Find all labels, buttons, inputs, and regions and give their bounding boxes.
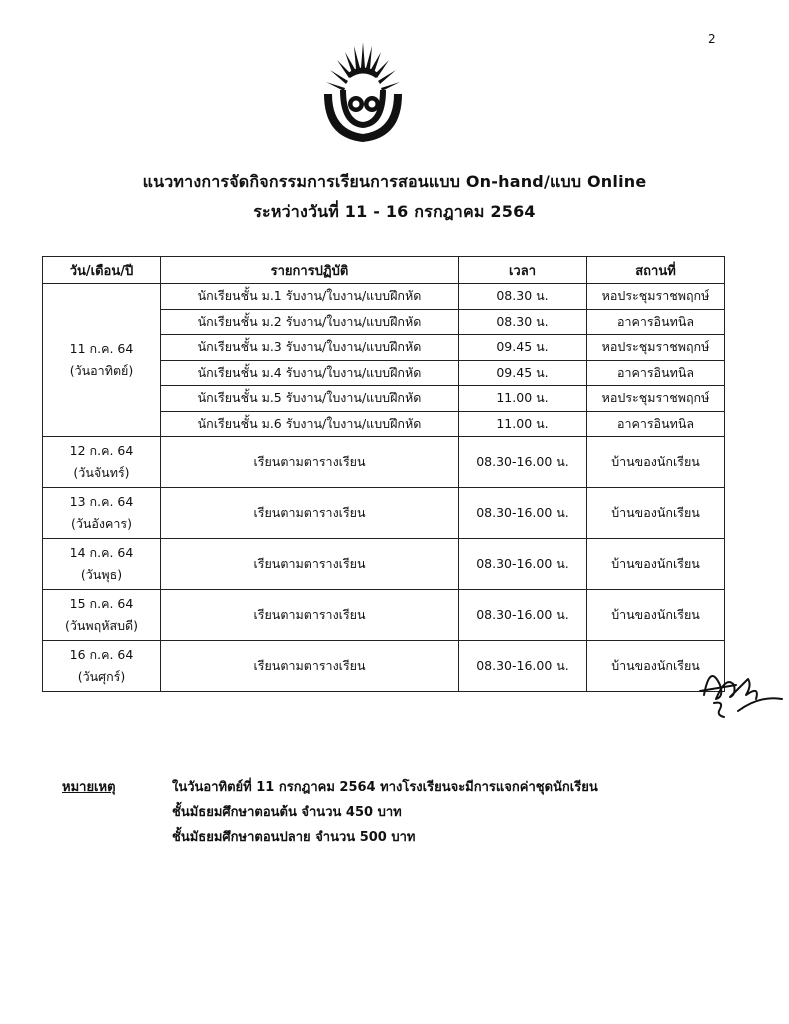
place-cell: บ้านของนักเรียน bbox=[587, 488, 725, 539]
remarks-label: หมายเหตุ bbox=[62, 780, 116, 795]
column-header-time: เวลา bbox=[459, 257, 587, 284]
activity-cell: เรียนตามตารางเรียน bbox=[161, 437, 459, 488]
time-cell: 08.30-16.00 น. bbox=[459, 641, 587, 692]
time-cell: 11.00 น. bbox=[459, 386, 587, 412]
time-cell: 09.45 น. bbox=[459, 360, 587, 386]
activity-cell: นักเรียนชั้น ม.2 รับงาน/ใบงาน/แบบฝึกหัด bbox=[161, 309, 459, 335]
date-cell bbox=[43, 437, 161, 488]
date-text: 15 ก.ค. 64 bbox=[69, 596, 134, 611]
activity-cell: นักเรียนชั้น ม.1 รับงาน/ใบงาน/แบบฝึกหัด bbox=[161, 284, 459, 310]
activity-cell: นักเรียนชั้น ม.4 รับงาน/ใบงาน/แบบฝึกหัด bbox=[161, 360, 459, 386]
column-header-activity: รายการปฏิบัติ bbox=[161, 257, 459, 284]
place-cell: บ้านของนักเรียน bbox=[587, 590, 725, 641]
place-cell: อาคารอินทนิล bbox=[587, 309, 725, 335]
activity-cell: เรียนตามตารางเรียน bbox=[161, 641, 459, 692]
time-cell: 09.45 น. bbox=[459, 335, 587, 361]
place-cell: หอประชุมราชพฤกษ์ bbox=[587, 386, 725, 412]
table-row bbox=[43, 590, 725, 641]
document-title: แนวทางการจัดกิจกรรมการเรียนการสอนแบบ On-hand/แบบ Online bbox=[142, 172, 647, 191]
remarks-text bbox=[172, 776, 692, 851]
time-cell: 08.30-16.00 น. bbox=[459, 488, 587, 539]
place-cell: อาคารอินทนิล bbox=[587, 411, 725, 437]
column-header-place: สถานที่ bbox=[587, 257, 725, 284]
weekday-text: (วันอาทิตย์) bbox=[69, 363, 134, 378]
table-row bbox=[43, 641, 725, 692]
activity-cell: เรียนตามตารางเรียน bbox=[161, 590, 459, 641]
handwritten-signature bbox=[690, 655, 785, 725]
date-text: 14 ก.ค. 64 bbox=[69, 545, 134, 560]
weekday-text: (วันพุธ) bbox=[80, 567, 123, 582]
schedule-table bbox=[42, 256, 725, 692]
remarks-line: ในวันอาทิตย์ที่ 11 กรกฎาคม 2564 ทางโรงเรียนจะมีการแจกค่าชุดนักเรียน bbox=[172, 780, 598, 795]
date-text: 13 ก.ค. 64 bbox=[69, 494, 134, 509]
date-cell bbox=[43, 641, 161, 692]
weekday-text: (วันศุกร์) bbox=[77, 669, 126, 684]
date-text: 12 ก.ค. 64 bbox=[69, 443, 134, 458]
remarks-line: ชั้นมัธยมศึกษาตอนต้น จำนวน 450 บาท bbox=[172, 805, 402, 820]
school-emblem-icon bbox=[318, 38, 408, 148]
time-cell: 08.30-16.00 น. bbox=[459, 539, 587, 590]
activity-cell: นักเรียนชั้น ม.3 รับงาน/ใบงาน/แบบฝึกหัด bbox=[161, 335, 459, 361]
remarks-line: ชั้นมัธยมศึกษาตอนปลาย จำนวน 500 บาท bbox=[172, 830, 416, 845]
table-row bbox=[43, 488, 725, 539]
table-row bbox=[43, 539, 725, 590]
table-row bbox=[43, 437, 725, 488]
time-cell: 08.30-16.00 น. bbox=[459, 437, 587, 488]
activity-cell: เรียนตามตารางเรียน bbox=[161, 488, 459, 539]
place-cell: บ้านของนักเรียน bbox=[587, 437, 725, 488]
date-cell bbox=[43, 284, 161, 437]
time-cell: 11.00 น. bbox=[459, 411, 587, 437]
table-header-row bbox=[43, 257, 725, 284]
date-cell bbox=[43, 488, 161, 539]
weekday-text: (วันจันทร์) bbox=[73, 465, 130, 480]
place-cell: บ้านของนักเรียน bbox=[587, 539, 725, 590]
place-cell: บ้านของนักเรียน bbox=[587, 641, 725, 692]
date-text: 11 ก.ค. 64 bbox=[69, 341, 134, 356]
time-cell: 08.30 น. bbox=[459, 309, 587, 335]
weekday-text: (วันพฤหัสบดี) bbox=[64, 618, 139, 633]
date-text: 16 ก.ค. 64 bbox=[69, 647, 134, 662]
activity-cell: นักเรียนชั้น ม.6 รับงาน/ใบงาน/แบบฝึกหัด bbox=[161, 411, 459, 437]
time-cell: 08.30 น. bbox=[459, 284, 587, 310]
weekday-text: (วันอังคาร) bbox=[70, 516, 133, 531]
activity-cell: เรียนตามตารางเรียน bbox=[161, 539, 459, 590]
date-cell bbox=[43, 539, 161, 590]
time-cell: 08.30-16.00 น. bbox=[459, 590, 587, 641]
page-number: 2 bbox=[708, 32, 716, 46]
table-row bbox=[43, 284, 725, 310]
column-header-date: วัน/เดือน/ปี bbox=[43, 257, 161, 284]
document-subtitle: ระหว่างวันที่ 11 - 16 กรกฎาคม 2564 bbox=[253, 202, 536, 221]
place-cell: หอประชุมราชพฤกษ์ bbox=[587, 335, 725, 361]
date-cell bbox=[43, 590, 161, 641]
place-cell: หอประชุมราชพฤกษ์ bbox=[587, 284, 725, 310]
place-cell: อาคารอินทนิล bbox=[587, 360, 725, 386]
activity-cell: นักเรียนชั้น ม.5 รับงาน/ใบงาน/แบบฝึกหัด bbox=[161, 386, 459, 412]
